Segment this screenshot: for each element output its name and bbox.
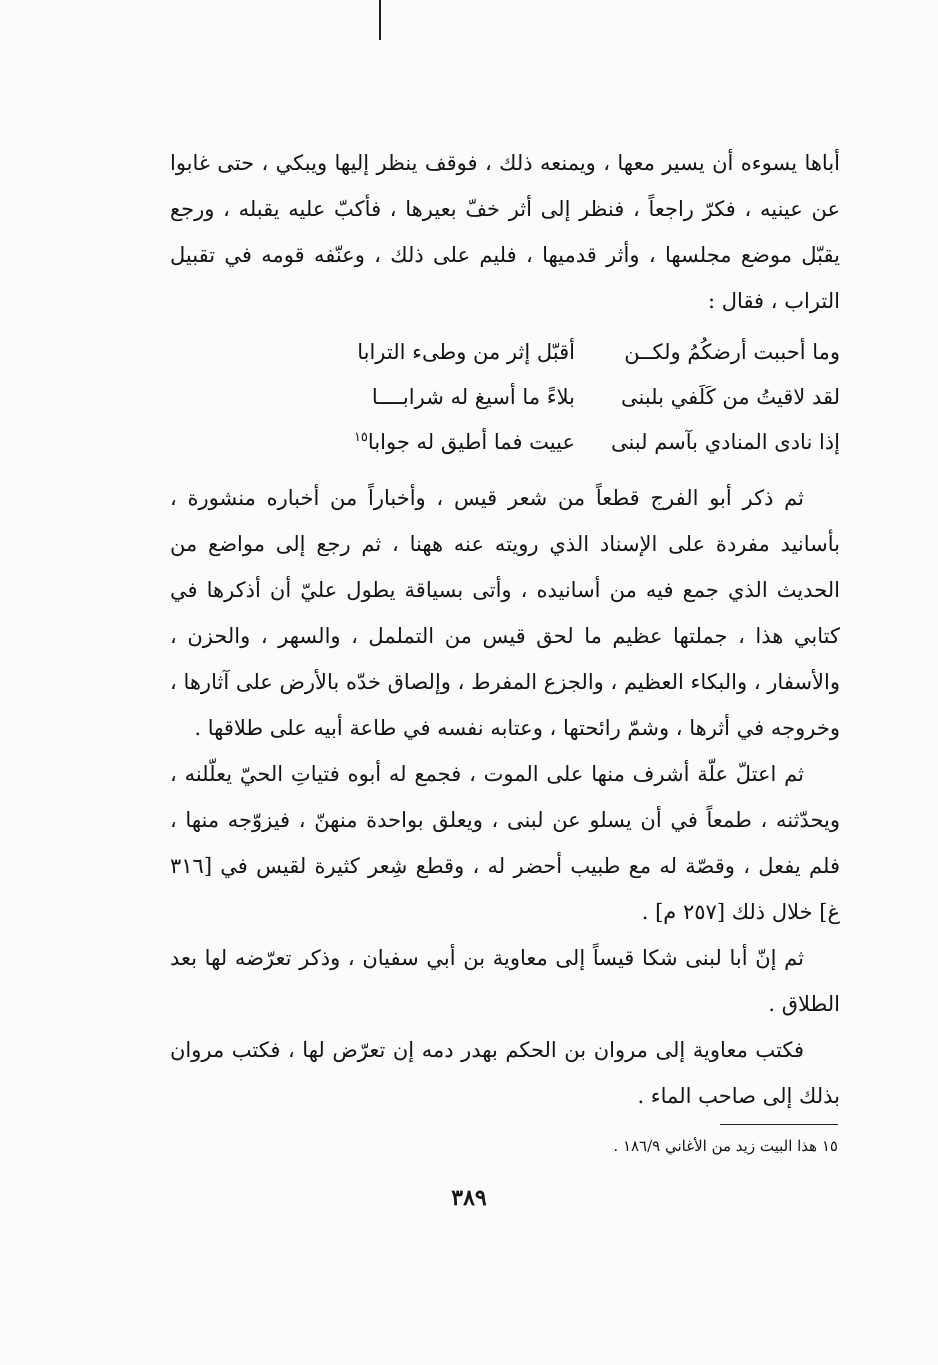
- verse-line-2: [170, 375, 840, 420]
- verse-3-second-text: عييت فما أطيق له جوابا: [367, 430, 575, 454]
- verse-3-second-hemistich: [335, 420, 575, 465]
- verse-line-3: [170, 420, 840, 465]
- page-number: ٣٨٩: [451, 1185, 487, 1211]
- verse-line-1: [170, 330, 840, 375]
- poem-block: [170, 330, 840, 465]
- paragraph-letter: فكتب معاوية إلى مروان بن الحكم بهدر دمه إن تعرّض لها ، فكتب مروان بذلك إلى صاحب الماء .: [170, 1038, 840, 1108]
- verse-2-second-hemistich: بلاءً ما أسيغ له شرابــــا: [371, 385, 575, 409]
- verse-2-first-hemistich: لقد لاقيتُ من كَلَفي بلبنى: [620, 385, 840, 409]
- paragraph-illness: ثم اعتلّ علّة أشرف منها على الموت ، فجمع له أبوه فتياتِ الحيّ يعلّلنه ، ويحدّثنه ، طمعاً في أن يسلو عن لبنى ، ويعلق بواحدة منهنّ ، فيزوّجه منها ، فلم يفعل ، وقصّة له مع طبيب أحضر له ، وقطع شِعر كثيرة لقيس في [٣١٦ غ] خلال ذلك [٢٥٧ م] .: [170, 762, 840, 924]
- verse-3-first-hemistich: إذا نادى المنادي بآسم لبنى: [610, 430, 840, 454]
- footnote-text: هذا البيت زيد من الأغاني ١٨٦/٩ .: [613, 1137, 818, 1155]
- page-body: [170, 140, 840, 1119]
- binding-gutter-line: [379, 0, 381, 40]
- paragraph-continuation: أباها يسوءه أن يسير معها ، ويمنعه ذلك ، فوقف ينظر إليها ويبكي ، حتى غابوا عن عينيه ، فكرّ راجعاً ، فنظر إلى أثر خفّ بعيرها ، فأكبّ عليه يقبله ، ورجع يقبّل موضع مجلسها ، وأثر قدميها ، فليم على ذلك ، وعنّفه قومه في تقبيل التراب ، فقال :: [170, 151, 840, 313]
- verse-1-second-hemistich: أقبّل إثر من وطىء الترابا: [357, 340, 575, 364]
- footnote-number: ١٥: [821, 1137, 838, 1155]
- footnote-separator: [720, 1124, 838, 1125]
- verse-1-first-hemistich: وما أحببت أرضكُمُ ولكــن: [624, 340, 840, 364]
- paragraph-complaint: ثم إنّ أبا لبنى شكا قيساً إلى معاوية بن أبي سفيان ، وذكر تعرّضه لها بعد الطلاق .: [170, 946, 840, 1016]
- paragraph-abu-al-faraj: ثم ذكر أبو الفرج قطعاً من شعر قيس ، وأخباراً من أخباره منشورة ، بأسانيد مفردة على الإسناد الذي رويته عنه ههنا ، ثم رجع إلى مواضع من الحديث الذي جمع فيه من أسانيده ، وأتى بسياقة يطول عليّ أن أذكرها في كتابي هذا ، جملتها عظيم ما لحق قيس من التململ ، والسهر ، والحزن ، والأسفار ، والبكاء العظيم ، والجزع المفرط ، وإلصاق خدّه بالأرض على آثارها ، وخروجه في أثرها ، وشمّ رائحتها ، وعتابه نفسه في طاعة أبيه على طلاقها .: [170, 486, 840, 740]
- footnote: [168, 1133, 838, 1159]
- footnote-reference[interactable]: ١٥: [353, 430, 368, 445]
